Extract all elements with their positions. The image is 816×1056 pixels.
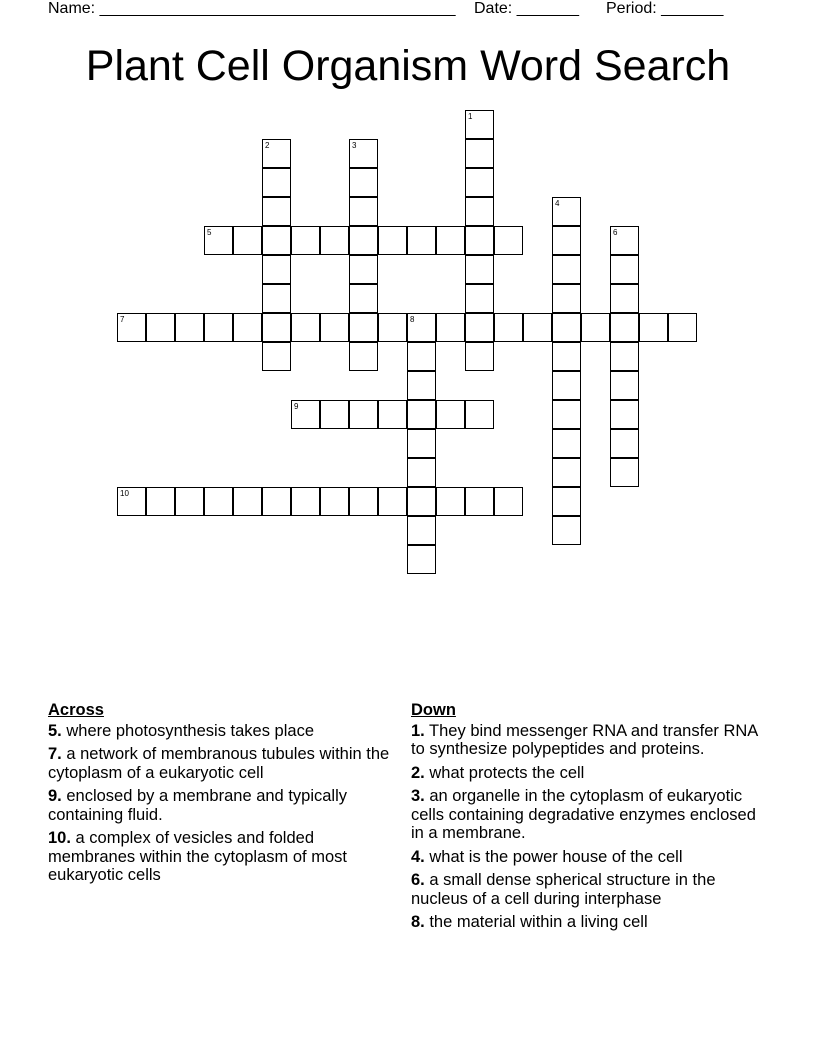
- crossword-cell[interactable]: [407, 516, 436, 545]
- clue-number: 8.: [411, 913, 425, 931]
- crossword-cell[interactable]: [552, 458, 581, 487]
- crossword-cell[interactable]: [349, 313, 378, 342]
- crossword-cell[interactable]: [320, 487, 349, 516]
- crossword-cell[interactable]: [349, 139, 378, 168]
- crossword-cell[interactable]: [610, 313, 639, 342]
- crossword-cell[interactable]: [262, 226, 291, 255]
- crossword-cell[interactable]: [262, 284, 291, 313]
- clue-across-9: [48, 787, 403, 824]
- crossword-cell[interactable]: [407, 400, 436, 429]
- crossword-cell[interactable]: [436, 400, 465, 429]
- crossword-cell[interactable]: [465, 255, 494, 284]
- crossword-cell[interactable]: [262, 255, 291, 284]
- crossword-cell[interactable]: [407, 458, 436, 487]
- crossword-cell[interactable]: [494, 226, 523, 255]
- crossword-cell[interactable]: [552, 255, 581, 284]
- crossword-cell[interactable]: [610, 342, 639, 371]
- crossword-cell[interactable]: [146, 487, 175, 516]
- crossword-cell[interactable]: [233, 226, 262, 255]
- crossword-cell[interactable]: [494, 487, 523, 516]
- cell-number: 5: [207, 228, 212, 237]
- across-heading: Across: [48, 701, 104, 719]
- crossword-cell[interactable]: [610, 371, 639, 400]
- crossword-cell[interactable]: [610, 226, 639, 255]
- crossword-cell[interactable]: [349, 284, 378, 313]
- clue-down-6: [411, 871, 771, 908]
- crossword-cell[interactable]: [552, 284, 581, 313]
- crossword-cell[interactable]: [523, 313, 552, 342]
- cell-number: 4: [555, 199, 560, 208]
- crossword-cell[interactable]: [465, 342, 494, 371]
- crossword-cell[interactable]: [552, 226, 581, 255]
- crossword-cell[interactable]: [378, 226, 407, 255]
- crossword-cell[interactable]: [349, 197, 378, 226]
- down-heading: Down: [411, 701, 456, 719]
- cell-number: 3: [352, 141, 357, 150]
- crossword-cell[interactable]: [465, 110, 494, 139]
- clue-text: what is the power house of the cell: [424, 847, 683, 866]
- crossword-cell[interactable]: [146, 313, 175, 342]
- crossword-cell[interactable]: [407, 429, 436, 458]
- crossword-cell[interactable]: [204, 313, 233, 342]
- clue-down-8: [411, 913, 771, 932]
- crossword-cell[interactable]: [581, 313, 610, 342]
- crossword-cell[interactable]: [262, 168, 291, 197]
- crossword-cell[interactable]: [117, 487, 146, 516]
- clue-down-2: [411, 764, 771, 783]
- crossword-cell[interactable]: [610, 255, 639, 284]
- down-clues: [411, 701, 771, 937]
- crossword-cell[interactable]: [465, 487, 494, 516]
- crossword-cell[interactable]: [291, 313, 320, 342]
- crossword-cell[interactable]: [262, 487, 291, 516]
- clue-number: 7.: [48, 745, 62, 763]
- crossword-cell[interactable]: [407, 313, 436, 342]
- crossword-cell[interactable]: [320, 226, 349, 255]
- crossword-cell[interactable]: [233, 313, 262, 342]
- clue-number: 10.: [48, 829, 71, 847]
- cell-number: 6: [613, 228, 618, 237]
- cell-number: 10: [120, 489, 129, 498]
- crossword-cell[interactable]: [552, 313, 581, 342]
- clue-number: 2.: [411, 763, 425, 782]
- crossword-cell[interactable]: [465, 313, 494, 342]
- crossword-cell[interactable]: [291, 400, 320, 429]
- crossword-cell[interactable]: [465, 168, 494, 197]
- crossword-cell[interactable]: [349, 255, 378, 284]
- cell-number: 7: [120, 315, 125, 324]
- crossword-cell[interactable]: [465, 284, 494, 313]
- crossword-cell[interactable]: [610, 400, 639, 429]
- clue-text: a network of membranous tubules within the cytoplasm of a eukaryotic cell: [48, 745, 390, 782]
- clue-number: 5.: [48, 721, 62, 740]
- crossword-cell[interactable]: [291, 226, 320, 255]
- clue-text: They bind messenger RNA and transfer RNA to synthesize polypeptides and proteins.: [411, 721, 758, 758]
- crossword-cell[interactable]: [378, 400, 407, 429]
- crossword-cell[interactable]: [349, 168, 378, 197]
- crossword-cell[interactable]: [610, 429, 639, 458]
- crossword-cell[interactable]: [552, 400, 581, 429]
- crossword-cell[interactable]: [262, 197, 291, 226]
- crossword-cell[interactable]: [262, 139, 291, 168]
- crossword-cell[interactable]: [436, 487, 465, 516]
- clue-number: 9.: [48, 787, 62, 805]
- period-field[interactable]: Period: _______: [606, 0, 724, 17]
- date-field[interactable]: Date: _______: [474, 0, 579, 17]
- clue-number: 4.: [411, 847, 425, 866]
- crossword-cell[interactable]: [291, 487, 320, 516]
- crossword-cell[interactable]: [349, 400, 378, 429]
- crossword-cell[interactable]: [552, 429, 581, 458]
- crossword-cell[interactable]: [639, 313, 668, 342]
- crossword-cell[interactable]: [407, 226, 436, 255]
- cell-number: 8: [410, 315, 415, 324]
- crossword-cell[interactable]: [552, 516, 581, 545]
- crossword-cell[interactable]: [465, 139, 494, 168]
- crossword-cell[interactable]: [349, 342, 378, 371]
- crossword-cell[interactable]: [407, 342, 436, 371]
- crossword-cell[interactable]: [349, 487, 378, 516]
- clue-text: an organelle in the cytoplasm of eukaryotic cells containing degradative enzymes enclosed in a membrane.: [411, 787, 756, 842]
- across-clues: [48, 701, 403, 890]
- crossword-cell[interactable]: [349, 226, 378, 255]
- crossword-cell[interactable]: [465, 400, 494, 429]
- crossword-cell[interactable]: [175, 313, 204, 342]
- crossword-cell[interactable]: [552, 197, 581, 226]
- crossword-cell[interactable]: [407, 487, 436, 516]
- clue-across-7: [48, 745, 403, 782]
- crossword-cell[interactable]: [117, 313, 146, 342]
- crossword-cell[interactable]: [552, 342, 581, 371]
- crossword-cell[interactable]: [204, 226, 233, 255]
- crossword-cell[interactable]: [378, 313, 407, 342]
- crossword-cell[interactable]: [436, 226, 465, 255]
- crossword-cell[interactable]: [552, 371, 581, 400]
- crossword-cell[interactable]: [407, 371, 436, 400]
- clue-text: enclosed by a membrane and typically containing fluid.: [48, 787, 348, 824]
- clue-text: what protects the cell: [424, 763, 585, 782]
- crossword-cell[interactable]: [436, 313, 465, 342]
- clue-text: a complex of vesicles and folded membranes within the cytoplasm of most eukaryotic cells: [48, 829, 347, 884]
- cell-number: 2: [265, 141, 270, 150]
- crossword-cell[interactable]: [465, 197, 494, 226]
- clue-text: the material within a living cell: [424, 913, 648, 931]
- clue-down-4: [411, 848, 771, 867]
- clue-across-5: [48, 722, 403, 741]
- crossword-cell[interactable]: [407, 545, 436, 574]
- page-title: Plant Cell Organism Word Search: [85, 42, 731, 90]
- crossword-cell[interactable]: [233, 487, 262, 516]
- crossword-cell[interactable]: [204, 487, 233, 516]
- crossword-cell[interactable]: [262, 313, 291, 342]
- crossword-cell[interactable]: [465, 226, 494, 255]
- clue-number: 1.: [411, 721, 425, 740]
- crossword-cell[interactable]: [552, 487, 581, 516]
- crossword-cell[interactable]: [320, 400, 349, 429]
- clue-across-10: [48, 829, 403, 885]
- clue-down-3: [411, 787, 771, 843]
- crossword-cell[interactable]: [610, 458, 639, 487]
- crossword-cell[interactable]: [610, 284, 639, 313]
- clue-text: a small dense spherical structure in the nucleus of a cell during interphase: [411, 871, 716, 908]
- clue-number: 3.: [411, 787, 425, 805]
- name-field[interactable]: Name: ________________________________________: [48, 0, 456, 17]
- cell-number: 1: [468, 112, 473, 121]
- clue-down-1: [411, 722, 771, 759]
- crossword-cell[interactable]: [494, 313, 523, 342]
- cell-number: 9: [294, 402, 299, 411]
- crossword-cell[interactable]: [668, 313, 697, 342]
- clue-text: where photosynthesis takes place: [61, 721, 314, 740]
- crossword-cell[interactable]: [175, 487, 204, 516]
- crossword-cell[interactable]: [262, 342, 291, 371]
- crossword-cell[interactable]: [320, 313, 349, 342]
- clue-number: 6.: [411, 871, 425, 889]
- crossword-cell[interactable]: [378, 487, 407, 516]
